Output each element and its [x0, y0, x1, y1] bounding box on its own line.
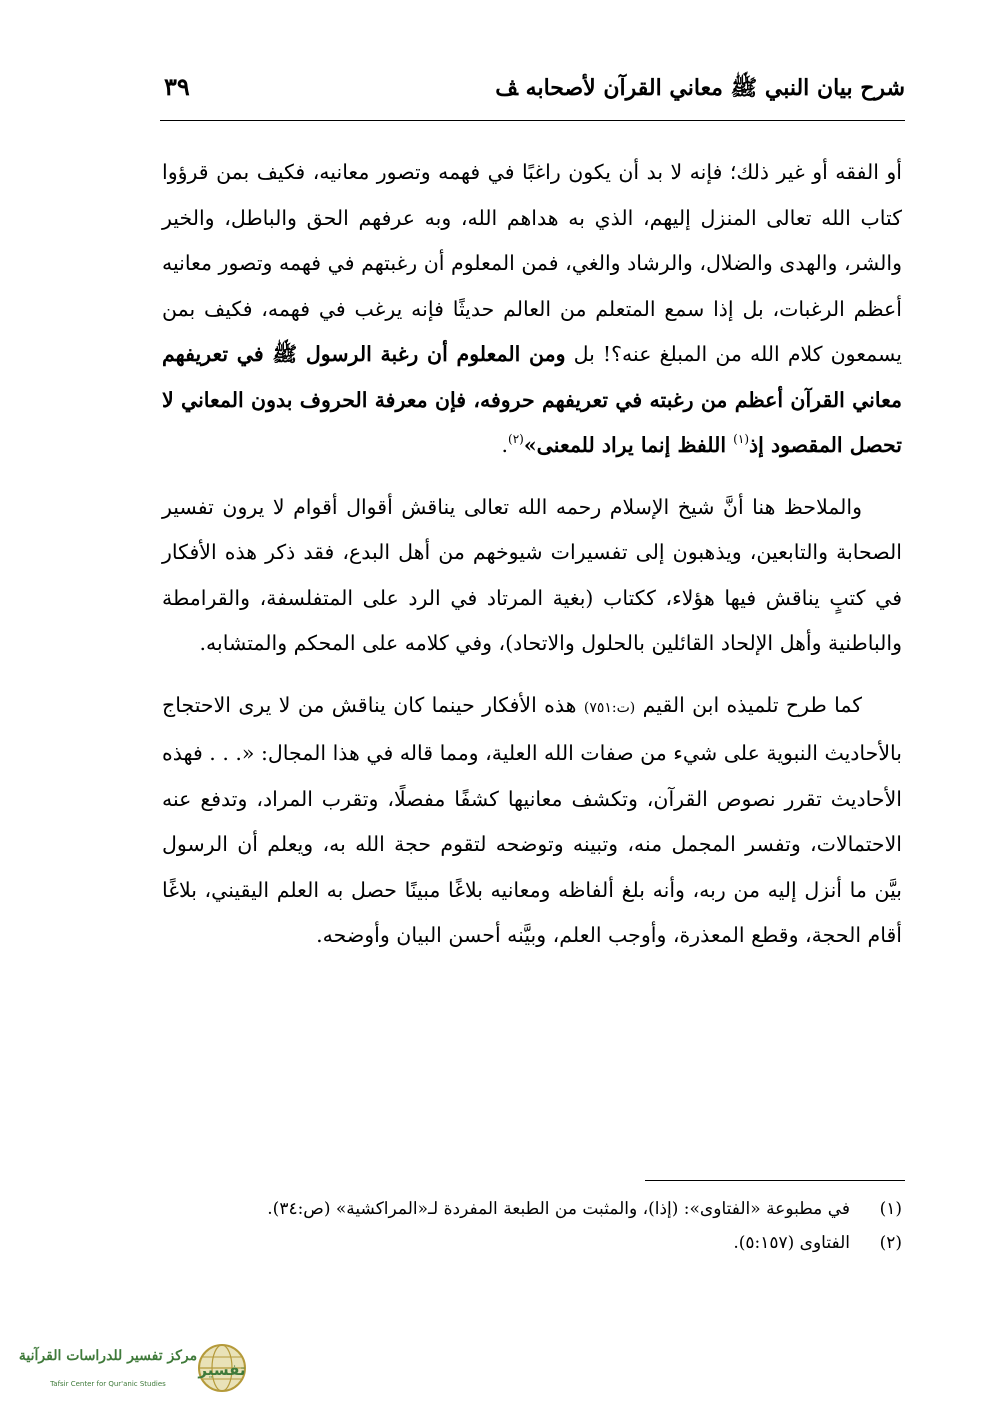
- paragraph-1-bold-quote: ومن المعلوم أن رغبة الرسول ﷺ في تعريفهم معاني القرآن أعظم من رغبته في تعريفهم حروفه، فإن معرفة الحروف بدون المعاني لا تحصل المقصود إذ: [162, 342, 902, 457]
- running-title: شرح بيان النبي ﷺ معاني القرآن لأصحابه ﭫ: [495, 75, 905, 101]
- footnote-ref-2: (٢): [508, 432, 524, 446]
- body-text: [162, 150, 902, 975]
- logo-mark-text: تفسير: [198, 1361, 246, 1379]
- death-date: (ت:٧٥١): [583, 699, 636, 716]
- publisher-logo: [18, 1342, 248, 1406]
- footnote-separator: [645, 1180, 905, 1181]
- globe-icon: [196, 1342, 248, 1394]
- logo-name-english: Tafsir Center for Qur'anic Studies: [50, 1380, 166, 1388]
- page-header: [160, 60, 905, 121]
- paragraph-3-text: هذه الأفكار حينما كان يناقش من لا يرى الاحتجاج بالأحاديث النبوية على شيء من صفات الله العلية، ومما قاله في هذا المجال: «. . . فهذه الأحاديث تقرر نصوص القرآن، وتكشف معانيها كشفًا مفصلًا، وتقرب المراد، وتدفع عنه الاحتمالات، وتفسر المجمل منه، وتبينه وتوضحه لتقوم حجة الله به، ويعلم أن الرسول بيَّن ما أنزل إليه من ربه، وأنه بلغ ألفاظه ومعانيه بلاغًا مبينًا حصل به العلم اليقيني، بلاغًا أقام الحجة، وقطع المعذرة، وأوجب العلم، وبيَّنه أحسن البيان وأوضحه.: [162, 692, 902, 947]
- paragraph-2: والملاحظ هنا أنَّ شيخ الإسلام رحمه الله تعالى يناقش أقوال أقوام لا يرون تفسير الصحابة والتابعين، ويذهبون إلى تفسيرات شيوخهم من أهل البدع، فقد ذكر هذه الأفكار في كتبٍ يناقش فيها هؤلاء، ككتاب (بغية المرتاد في الرد على المتفلسفة، والقرامطة والباطنية وأهل الإلحاد القائلين بالحلول والاتحاد)، وفي كلامه على المحكم والمتشابه.: [162, 494, 902, 655]
- paragraph-3: [162, 683, 902, 959]
- paragraph-1: [162, 150, 902, 469]
- footnote-1-text: في مطبوعة «الفتاوى»: (إذا)، والمثبت من الطبعة المفردة لـ«المراكشية» (ص:٣٤).: [267, 1199, 850, 1219]
- paragraph-1-bold-quote-end: اللفظ إنما يراد للمعنى»: [523, 433, 734, 457]
- footnotes: [162, 1192, 902, 1260]
- paragraph-1-text: أو الفقه أو غير ذلك؛ فإنه لا بد أن يكون راغبًا في فهمه وتصور معانيه، فكيف بمن قرؤوا كتاب الله تعالى المنزل إليهم، الذي به هداهم الله، وبه عرفهم الحق والباطل، والخير والشر، والهدى والضلال، والرشاد والغي، فمن المعلوم أن رغبتهم في فهمه وتصور معانيه أعظم الرغبات، بل إذا سمع المتعلم من العالم حديثًا فإنه يرغب في فهمه، فكيف بمن يسمعون كلام الله من المبلغ عنه؟! بل: [162, 160, 902, 366]
- footnote-2-text: الفتاوى (٥:١٥٧).: [733, 1233, 850, 1253]
- paragraph-1-period: .: [501, 433, 509, 457]
- footnote-2: [162, 1226, 902, 1260]
- footnote-1-number: (١): [879, 1199, 902, 1219]
- page-number: ٣٩: [164, 72, 190, 101]
- paragraph-3-text-start: كما طرح تلميذه ابن القيم: [635, 692, 862, 717]
- footnote-2-number: (٢): [879, 1233, 902, 1253]
- footnote-1: [162, 1192, 902, 1226]
- footnote-ref-1: (١): [733, 432, 749, 446]
- logo-name-arabic: مركز تفسير للدراسات القرآنية: [18, 1348, 198, 1364]
